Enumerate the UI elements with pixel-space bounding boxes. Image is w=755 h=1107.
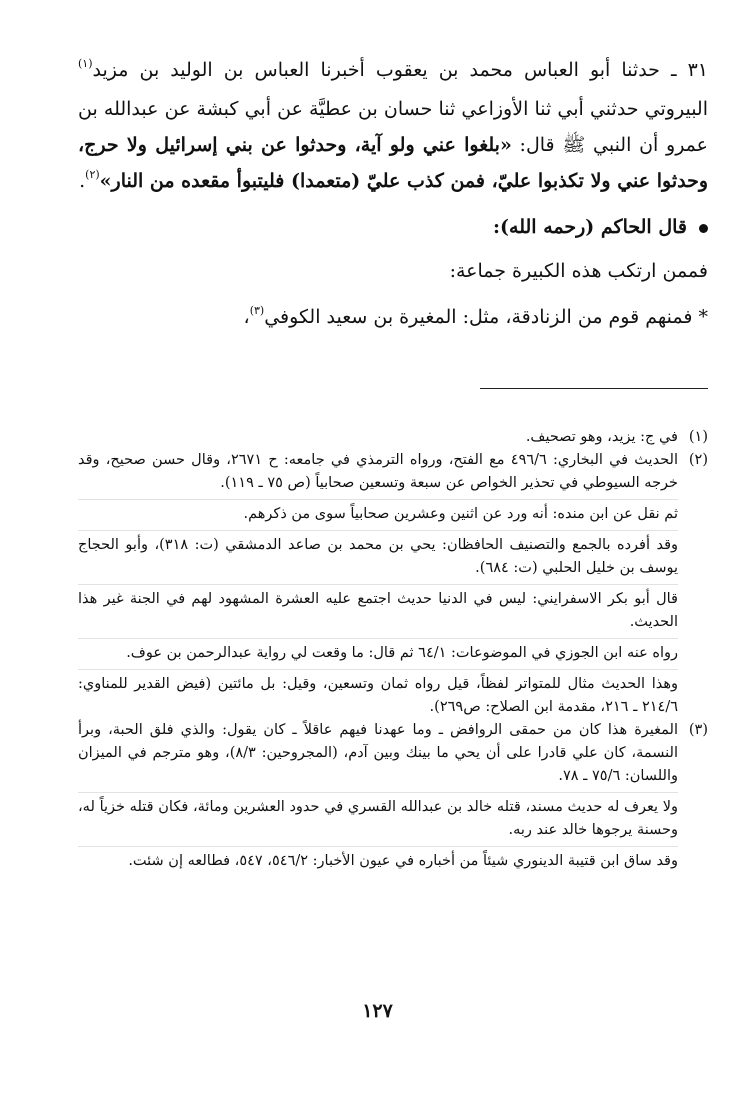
footnote-body bbox=[78, 426, 678, 449]
footnote-paragraph: المغيرة هذا كان من حمقى الروافض ـ وما عهدنا فيهم عاقلاً ـ كان يقول: والذي فلق الحبة، وبرأ النسمة، كان علي قادرا على أن يحي ما بينك وبين آدم، (المجروحين: ٨/٣)، وهو مترجم في الميزان واللسان: ٧٥/٦ ـ ٧٨. bbox=[78, 722, 679, 784]
footnote-body bbox=[78, 719, 678, 873]
footnote-paragraph: ولا يعرف له حديث مسند، قتله خالد بن عبدالله القسري في حدود العشرين ومائة، فكان قتله خزياً له، وحسنة يرجوها خالد عند ربه. bbox=[78, 792, 678, 842]
footnote-ref-3[interactable]: (٣) bbox=[249, 304, 265, 317]
footnote-separator bbox=[480, 388, 708, 389]
hakim-heading-text: قال الحاكم (رحمه الله): bbox=[493, 216, 687, 238]
footnote-paragraph: وهذا الحديث مثال للمتواتر لفظاً، قيل رواه ثمان وتسعين، وقيل: بل مائتين (فيض القدير للمناوي: ٢١٤/٦ ـ ٢١٦، مقدمة ابن الصلاح: ص٢٦٩). bbox=[78, 669, 678, 719]
footnote-ref-1[interactable]: (١) bbox=[78, 57, 93, 70]
footnote-3 bbox=[78, 719, 708, 873]
footnote-2 bbox=[78, 449, 708, 719]
footnote-paragraph: وقد ساق ابن قتيبة الدينوري شيئاً من أخباره في عيون الأخبار: ٥٤٦/٢، ٥٤٧، فطالعه إن شئت. bbox=[78, 846, 678, 873]
footnote-paragraph: قال أبو بكر الاسفرايني: ليس في الدنيا حديث اجتمع عليه العشرة المشهود لهم في الجنة غير هذا الحديث. bbox=[78, 584, 678, 634]
hadith-31-paragraph bbox=[78, 52, 708, 202]
hadith-end: . bbox=[79, 170, 86, 192]
footnote-paragraph: ثم نقل عن ابن منده: أنه ورد عن اثنين وعشرين صحابياً سوى من ذكرهم. bbox=[78, 499, 678, 526]
zanadiqa-end: ، bbox=[243, 306, 250, 328]
footnote-number: (٢) bbox=[688, 452, 708, 468]
footnote-ref-2[interactable]: (٢) bbox=[85, 168, 100, 181]
footnote-number: (١) bbox=[688, 429, 708, 445]
footnote-paragraph: رواه عنه ابن الجوزي في الموضوعات: ٦٤/١ ثم قال: ما وقعت لي رواية عبدالرحمن بن عوف. bbox=[78, 638, 678, 665]
zanadiqa-text: * فمنهم قوم من الزنادقة، مثل: المغيرة بن سعيد الكوفي bbox=[264, 306, 708, 328]
hadith-matn: «بلغوا عني ولو آية، وحدثوا عن بني إسرائيل ولا حرج، وحدثوا عني ولا تكذبوا عليّ، فمن كذب عليّ (متعمدا) فليتبوأ مقعده من النار» bbox=[78, 134, 708, 192]
zanadiqa-line bbox=[78, 306, 708, 328]
hadith-isnad-part2: البيروتي حدثني أبي ثنا الأوزاعي ثنا حسان بن عطيَّة عن أبي كبشة عن عبدالله بن عمرو أن النبي ﷺ قال: bbox=[78, 98, 709, 156]
footnote-paragraph: وقد أفرده بالجمع والتصنيف الحافظان: يحي بن محمد بن صاعد الدمشقي (ت: ٣١٨)، وأبو الحجاج يوسف بن خليل الحلبي (ت: ٦٨٤). bbox=[78, 530, 678, 580]
intro-line: فممن ارتكب هذه الكبيرة جماعة: bbox=[449, 260, 708, 282]
page-number: ١٢٧ bbox=[362, 1000, 393, 1022]
footnote-1 bbox=[78, 426, 708, 449]
hadith-isnad-part1: ٣١ ـ حدثنا أبو العباس محمد بن يعقوب أخبرنا العباس بن الوليد بن مزيد bbox=[92, 59, 708, 81]
footnote-number: (٣) bbox=[688, 722, 708, 738]
footnotes-section bbox=[78, 426, 708, 873]
footnote-body bbox=[78, 449, 678, 719]
page-body bbox=[78, 52, 709, 869]
footnote-paragraph: في ج: يزيد، وهو تصحيف. bbox=[525, 429, 678, 445]
footnote-paragraph: الحديث في البخاري: ٤٩٦/٦ مع الفتح، ورواه الترمذي في جامعه: ح ٢٦٧١، وقال حسن صحيح، وقد خرجه السيوطي في تحذير الخواص عن سبعة وتسعين صحابياً (ص ٧٥ ـ ١١٩). bbox=[78, 452, 679, 491]
bullet-icon bbox=[699, 224, 708, 233]
hakim-heading bbox=[78, 216, 708, 238]
